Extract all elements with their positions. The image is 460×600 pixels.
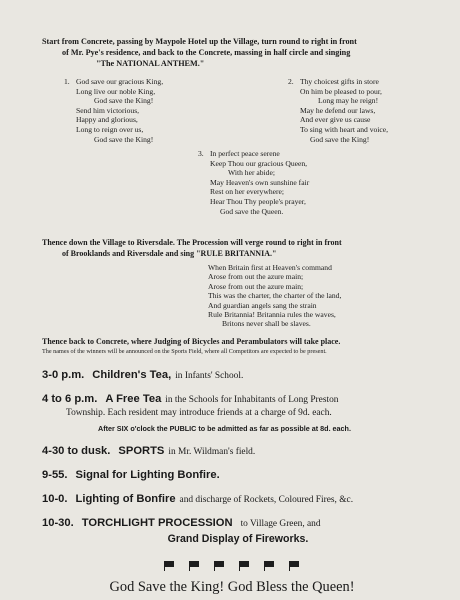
flag-icon — [215, 561, 224, 567]
flag-icon — [290, 561, 299, 567]
event-childrens-tea — [42, 365, 434, 383]
verse-line: Britons never shall be slaves. — [222, 319, 311, 329]
verse-line: Long to reign over us, — [76, 124, 144, 134]
verse-line: To sing with heart and voice, — [300, 124, 389, 134]
event-description: and discharge of Rockets, Coloured Fires, &c. — [179, 494, 354, 505]
verse-line: With her abide; — [228, 168, 275, 178]
verse-line: May Heaven's own sunshine fair — [210, 177, 310, 187]
flag-icon — [190, 561, 199, 567]
event-sports — [42, 441, 434, 459]
verse-line: When Britain first at Heaven's command — [208, 263, 332, 272]
intro-line-1: Start from Concrete, passing by Maypole Hotel up the Village, turn round to right in front — [42, 37, 357, 46]
event-title: Signal for Lighting Bonfire. — [75, 468, 220, 481]
event-description-continued: Township. Each resident may introduce friends at a charge of 9d. each. — [66, 407, 332, 418]
verse-line: Keep Thou our gracious Queen, — [210, 158, 308, 168]
event-title: Lighting of Bonfire — [75, 492, 176, 505]
rule-britannia-verse — [208, 263, 434, 329]
flag-ornament-row — [30, 555, 434, 573]
event-time: 3-0 p.m. — [42, 368, 85, 381]
anthem-verse-1 — [64, 77, 164, 144]
event-torchlight-procession — [42, 513, 434, 545]
national-anthem-verses — [30, 77, 434, 229]
event-title: SPORTS — [118, 444, 165, 457]
verse-line: On him be pleased to pour, — [300, 86, 382, 96]
anthem-verse-2 — [288, 77, 389, 144]
event-description: in Mr. Wildman's field. — [168, 446, 256, 457]
verse-line: God save the King! — [310, 134, 370, 144]
verse-line: Happy and glorious, — [76, 115, 138, 125]
verse-line: Long live our noble King, — [76, 86, 156, 96]
event-description: in Infants' School. — [175, 370, 244, 381]
verse-line: This was the charter, the charter of the land, — [208, 291, 342, 301]
event-description: to Village Green, and — [240, 518, 321, 529]
verse-line: Arose from out the azure main; — [208, 281, 304, 291]
event-description: in the Schools for Inhabitants of Long Preston — [165, 394, 339, 405]
verse-line: Rule Britannia! Britannia rules the waves, — [208, 310, 336, 320]
public-admission-note: After SIX o'clock the PUBLIC to be admitted as far as possible at 8d. each. — [98, 423, 351, 433]
verse-line: Arose from out the azure main; — [208, 272, 304, 282]
closing-salutation: God Save the King! God Bless the Queen! — [109, 578, 355, 595]
verse-line: Thy choicest gifts in store — [300, 77, 379, 86]
fireworks-display: Grand Display of Fireworks. — [167, 532, 309, 545]
verse-number: 1. — [64, 77, 70, 86]
event-title: TORCHLIGHT PROCESSION — [81, 516, 233, 529]
verse-line: Long may he reign! — [318, 96, 379, 106]
procession-route-intro — [42, 36, 434, 69]
flag-icon — [265, 561, 274, 567]
verse-number: 2. — [288, 77, 294, 86]
verse-line: God save the King! — [94, 134, 154, 144]
anthem-verse-3 — [198, 149, 310, 216]
verse-line: And guardian angels sang the strain — [208, 300, 317, 310]
event-time: 10-30. — [42, 516, 74, 529]
event-bonfire-signal — [42, 465, 434, 483]
winners-note: The names of the winners will be announced on the Sports Field, where all Competitors are expected to be present. — [42, 347, 327, 355]
event-title: Children's Tea, — [92, 368, 172, 381]
verse-line: God save our gracious King, — [76, 77, 164, 86]
event-title: A Free Tea — [105, 392, 162, 405]
verse-line: Hear Thou Thy people's prayer, — [210, 196, 306, 206]
riversdale-line-1: Thence down the Village to Riversdale. The Procession will verge round to right in front — [42, 238, 342, 247]
intro-line-2: of Mr. Pye's residence, and back to the Concrete, massing in half circle and singing — [62, 48, 351, 57]
flag-icon — [165, 561, 174, 567]
verse-number: 3. — [198, 149, 204, 158]
event-free-tea — [42, 389, 434, 418]
intro-line-3: "The NATIONAL ANTHEM." — [96, 59, 205, 68]
flag-icon — [240, 561, 249, 567]
verse-line: God save the King! — [94, 96, 154, 106]
event-time: 10-0. — [42, 492, 68, 505]
verse-line: Rest on her everywhere; — [210, 187, 285, 197]
riversdale-instructions — [42, 237, 434, 259]
event-time: 4-30 to dusk. — [42, 444, 111, 457]
event-time: 9-55. — [42, 468, 68, 481]
verse-line: Send him victorious, — [76, 105, 140, 115]
verse-line: In perfect peace serene — [210, 149, 280, 158]
judging-announcement: Thence back to Concrete, where Judging of Bicycles and Perambulators will take place. — [42, 336, 341, 346]
event-bonfire-lighting — [42, 489, 434, 507]
riversdale-line-2: of Brooklands and Riversdale and sing "RULE BRITANNIA." — [62, 249, 277, 258]
verse-line: And ever give us cause — [300, 115, 371, 125]
event-time: 4 to 6 p.m. — [42, 392, 98, 405]
verse-line: God save the Queen. — [220, 206, 284, 216]
verse-line: May he defend our laws, — [300, 105, 376, 115]
